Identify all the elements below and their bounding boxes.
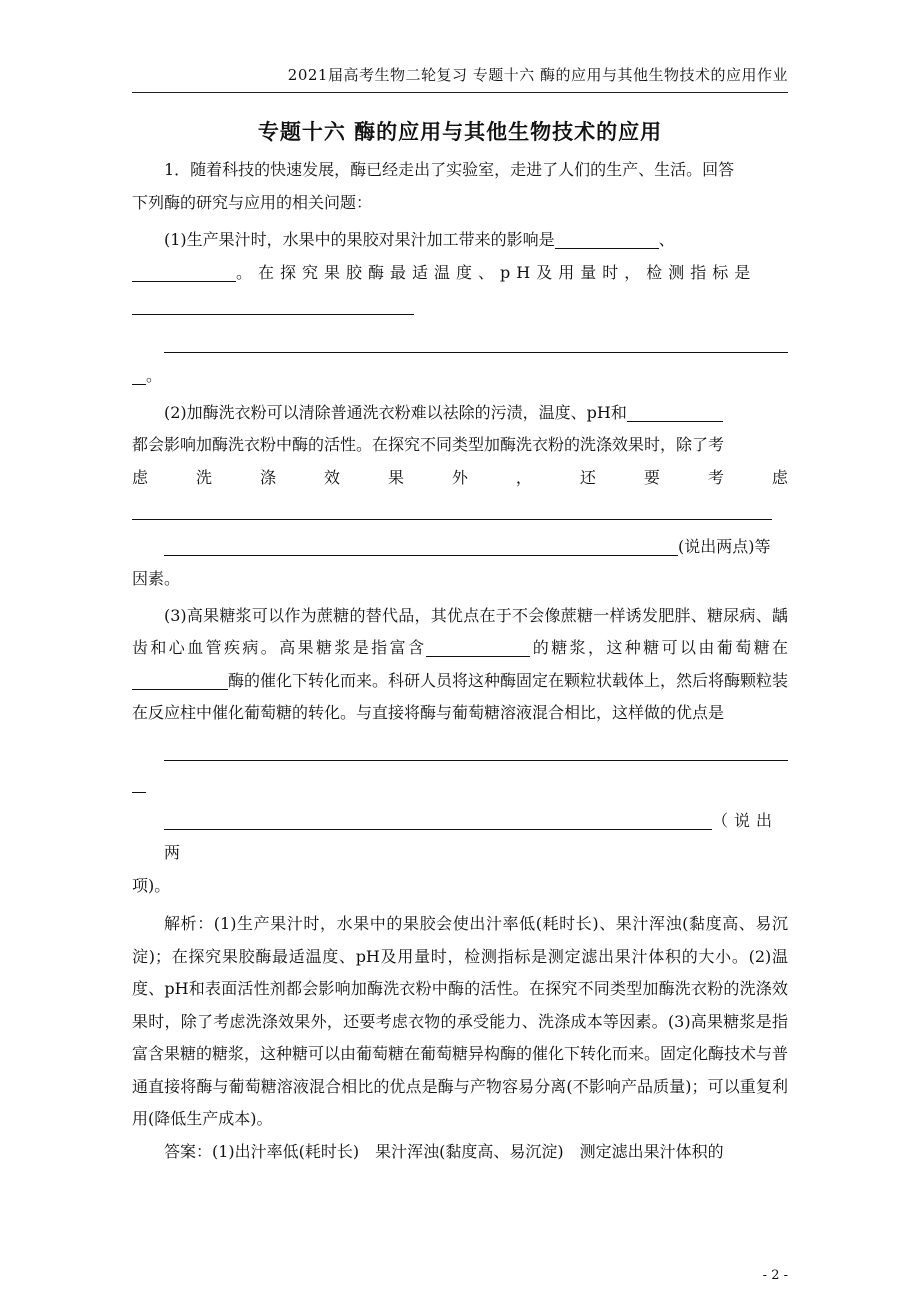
question-part-3 (132, 600, 788, 730)
part-3-text-e: 项)。 (132, 875, 171, 895)
page-number: - 2 - (762, 1268, 788, 1283)
question-part-2 (132, 397, 788, 430)
header-divider (132, 92, 788, 93)
part-1-end (132, 360, 788, 393)
page-title: 专题十六 酶的应用与其他生物技术的应用 (257, 119, 663, 144)
part-3-text-a: (3)高果糖浆可以作为蔗糖的替代品，其优点在于不会像蔗糖一样诱发肥胖、糖尿病、龋齿和心血管疾病。高果糖浆是指富含 (132, 605, 788, 657)
char: 外 (451, 467, 468, 487)
part-3-text-b: 的糖浆，这种糖可以由葡萄糖在 (530, 638, 788, 657)
answer-paragraph: 答案：(1)出汁率低(耗时长) 果汁浑浊(黏度高、易沉淀) 测定滤出果汁体积的 (164, 1141, 724, 1161)
question-part-1 (132, 224, 788, 257)
answer-blank[interactable] (164, 809, 712, 830)
question-intro-line-2: 下列酶的研究与应用的相关问题： (132, 192, 373, 212)
blank-line[interactable] (132, 328, 788, 361)
part-2-text-d: (说出两点)等 (678, 536, 771, 556)
document-body (132, 154, 788, 1168)
question-intro (132, 154, 788, 187)
char: 考 (707, 467, 724, 487)
part-2-text-a: (2)加酶洗衣粉可以清除普通洗衣粉难以祛除的污渍，温度、pH和 (164, 402, 627, 422)
part-3-text-c: 酶的催化下转化而来。科研人员将这种酶固定在颗粒状载体上，然后将酶颗粒装在反应柱中催化葡萄糖的转化。与直接将酶与葡萄糖溶液混合相比，这样做的优点是 (132, 670, 789, 722)
part-2-text-e: 因素。 (132, 569, 181, 588)
char: 效 (323, 467, 340, 487)
answer-blank[interactable] (164, 535, 678, 556)
answer-blank[interactable] (555, 228, 659, 249)
char: 还 (579, 467, 596, 487)
answer-blank[interactable] (426, 636, 530, 657)
blank-line[interactable] (132, 494, 788, 527)
part-1-text-b: 。在探究果胶酶最适温度、pH及用量时，检测指标是 (236, 262, 757, 282)
part-1-text-a: (1)生产果汁时，水果中的果胶对果汁加工带来的影响是 (164, 230, 555, 249)
part-2-spread-line (132, 462, 788, 495)
running-header: 2021届高考生物二轮复习 专题十六 酶的应用与其他生物技术的应用作业 (287, 66, 788, 84)
question-intro-line-1: 1．随着科技的快速发展，酶已经走出了实验室，走进了人们的生产、生活。回答 (164, 160, 735, 179)
answer-blank[interactable] (132, 669, 228, 690)
part-3-end-line (132, 805, 788, 870)
blank-line[interactable] (132, 736, 788, 769)
answer-blank[interactable] (627, 401, 723, 422)
short-blank (132, 768, 788, 801)
char: 虑 (771, 467, 788, 487)
blank-line[interactable] (132, 289, 788, 322)
part-2-end-line (132, 531, 788, 564)
char: 要 (643, 467, 660, 487)
answer-blank[interactable] (132, 364, 146, 385)
char: 洗 (195, 467, 212, 487)
answer-blank[interactable] (132, 261, 236, 282)
answer-blank[interactable] (132, 772, 146, 793)
char: 虑 (132, 467, 149, 487)
analysis-paragraph: 解析：(1)生产果汁时，水果中的果胶会使出汁率低(耗时长)、果汁浑浊(黏度高、易沉淀)；在探究果胶酶最适温度、pH及用量时，检测指标是测定滤出果汁体积的大小。(2)温度、pH和表面活性剂都会影响加酶洗衣粉中酶的活性。在探究不同类型加酶洗衣粉的洗涤效果时，除了考虑洗涤效果外，还要考虑衣物的承受能力、洗涤成本等因素。(3)高果糖浆是指富含果糖的糖浆，这种糖可以由葡萄糖在葡萄糖异构酶的催化下转化而来。固定化酶技术与普通直接将酶与葡萄糖溶液混合相比的优点是酶与产物容易分离(不影响产品质量)；可以重复利用(降低生产成本)。 (132, 914, 789, 1128)
char: 涤 (259, 467, 276, 487)
part-1-sep: 、 (658, 230, 675, 249)
char: ， (515, 467, 532, 487)
char: 果 (387, 467, 404, 487)
part-2-text-b: 都会影响加酶洗衣粉中酶的活性。在探究不同类型加酶洗衣粉的洗涤效果时，除了考 (132, 435, 725, 454)
part-3-text-d: （说出两 (164, 810, 779, 862)
question-part-1-cont (132, 257, 788, 290)
period: 。 (146, 366, 163, 385)
